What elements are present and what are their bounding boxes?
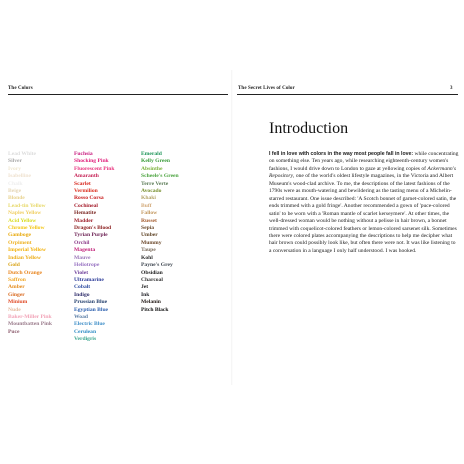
color-list-column-1 bbox=[8, 151, 52, 336]
running-head-right: The Secret Lives of Color bbox=[238, 86, 295, 91]
color-name-item: Silver bbox=[8, 158, 22, 165]
color-name-item: Umber bbox=[141, 232, 158, 239]
color-name-item: Taupe bbox=[141, 247, 156, 254]
color-name-item: Charcoal bbox=[141, 276, 163, 283]
color-name-item: Isabelline bbox=[8, 173, 32, 180]
color-list-column-2 bbox=[74, 151, 114, 344]
color-name-item: Shocking Pink bbox=[74, 158, 109, 165]
color-name-item: Magenta bbox=[74, 247, 96, 254]
color-name-item: Melanin bbox=[141, 299, 161, 306]
color-name-item: Terre Verte bbox=[141, 180, 169, 187]
color-name-item: Fluorescent Pink bbox=[74, 165, 115, 172]
color-name-item: Pitch Black bbox=[141, 306, 169, 313]
introduction-lead: I fell in love with colors in the way most people fall in love: bbox=[269, 151, 414, 157]
color-name-item: Egyptian Blue bbox=[74, 306, 109, 313]
color-name-item: Hematite bbox=[74, 210, 97, 217]
color-name-item: Amber bbox=[8, 284, 25, 291]
color-name-item: Sepia bbox=[141, 225, 155, 232]
color-name-item: Beige bbox=[8, 188, 22, 195]
color-name-item: Chrome Yellow bbox=[8, 225, 45, 232]
color-name-item: Verdigris bbox=[74, 336, 97, 343]
color-name-item: Emerald bbox=[141, 151, 162, 157]
color-name-item: Absinthe bbox=[141, 165, 163, 172]
color-name-item: Chalk bbox=[8, 180, 23, 187]
color-name-item: Indian Yellow bbox=[8, 254, 41, 261]
color-name-item: Imperial Yellow bbox=[8, 247, 46, 254]
color-name-item: Fuchsia bbox=[74, 151, 93, 157]
color-name-item: Madder bbox=[74, 217, 94, 224]
color-name-item: Mountbatten Pink bbox=[8, 321, 52, 328]
color-name-item: Cobalt bbox=[74, 284, 91, 291]
color-name-item: Scheele's Green bbox=[141, 173, 179, 180]
color-name-item: Nude bbox=[8, 306, 21, 313]
running-head-left: The Colors bbox=[8, 86, 33, 91]
color-name-item: Jet bbox=[141, 284, 149, 291]
introduction-text-1: while concentrating on something else. Ten years ago, while researching eighteenth-century women's fashions, I would drive down to London to gaze at yellowing copies of bbox=[269, 151, 459, 172]
color-name-item: Dutch Orange bbox=[8, 269, 43, 276]
page-number: 3 bbox=[450, 86, 453, 91]
color-name-item: Heliotrope bbox=[74, 262, 100, 269]
color-name-item: Lead White bbox=[8, 151, 37, 157]
introduction-title: Introduction bbox=[269, 120, 349, 137]
color-name-item: Electric Blue bbox=[74, 321, 105, 328]
color-name-item: Mauve bbox=[74, 254, 91, 261]
color-name-item: Blonde bbox=[8, 195, 25, 202]
color-name-item: Orpiment bbox=[8, 239, 32, 246]
color-name-item: Minium bbox=[8, 299, 28, 306]
color-name-item: Acid Yellow bbox=[8, 217, 37, 224]
magazine-title: Ackermann's Repository bbox=[269, 165, 456, 180]
color-name-item: Obsidian bbox=[141, 269, 163, 276]
color-name-item: Ginger bbox=[8, 291, 25, 298]
color-name-item: Gamboge bbox=[8, 232, 31, 239]
color-name-item: Kohl bbox=[141, 254, 153, 261]
color-name-item: Tyrian Purple bbox=[74, 232, 108, 239]
introduction-text-2: , one of the world's oldest lifestyle magazines, in the Victoria and Albert Museum's wood-clad archive. To me, the descriptions of the latest fashions of the 1790s were as mouth-watering and bewildering as the tasting menu of a Michelin-starred restaurant. One issue described: 'A Scotch bonnet of garnet-colored satin, the ends trimmed with a gold fringe'. Another recommended a gown of 'puce-colored satin' to be worn with a 'Roman mantle of scarlet kerseymere'. At other times, the well-dressed woman would be nothing without a pelisse in hair brown, a bonnet trimmed with coquelicot-colored feathers or lemon-colored sarsenet silk. Sometimes there were colored plates accompanying the descriptions to help me decipher what hair brown could possibly look like, but often there were not. It was like listening to a conversation in a language I only half understood. I was hooked. bbox=[269, 173, 457, 254]
color-name-item: Payne's Grey bbox=[141, 262, 173, 269]
color-name-item: Fallow bbox=[141, 210, 158, 217]
color-name-item: Ultramarine bbox=[74, 276, 104, 283]
color-name-item: Khaki bbox=[141, 195, 156, 202]
color-name-item: Lead-tin Yellow bbox=[8, 202, 46, 209]
color-name-item: Baker-Miller Pink bbox=[8, 313, 52, 320]
color-name-item: Ivory bbox=[8, 165, 22, 172]
color-name-item: Rosso Corsa bbox=[74, 195, 104, 202]
color-name-item: Violet bbox=[74, 269, 89, 276]
color-name-item: Cochineal bbox=[74, 202, 98, 209]
color-name-item: Woad bbox=[74, 313, 88, 320]
header-rule-left bbox=[8, 94, 228, 95]
color-name-item: Mummy bbox=[141, 239, 162, 246]
color-name-item: Orchil bbox=[74, 239, 90, 246]
color-name-item: Russet bbox=[141, 217, 157, 224]
color-name-item: Avocado bbox=[141, 188, 162, 195]
color-name-item: Naples Yellow bbox=[8, 210, 42, 217]
color-name-item: Prussian Blue bbox=[74, 299, 108, 306]
page-gutter bbox=[231, 70, 233, 385]
color-name-item: Ink bbox=[141, 291, 150, 298]
introduction-body bbox=[269, 151, 459, 255]
color-name-item: Indigo bbox=[74, 291, 90, 298]
color-name-item: Vermilion bbox=[74, 188, 98, 195]
color-name-item: Amaranth bbox=[74, 173, 99, 180]
color-name-item: Puce bbox=[8, 328, 20, 335]
color-name-item: Kelly Green bbox=[141, 158, 170, 165]
color-name-item: Dragon's Blood bbox=[74, 225, 112, 232]
color-list-column-3 bbox=[141, 151, 179, 314]
color-name-item: Buff bbox=[141, 202, 152, 209]
color-name-item: Saffron bbox=[8, 276, 26, 283]
color-name-item: Scarlet bbox=[74, 180, 91, 187]
header-rule-right bbox=[237, 94, 458, 95]
color-name-item: Gold bbox=[8, 262, 20, 269]
color-name-item: Cerulean bbox=[74, 328, 97, 335]
